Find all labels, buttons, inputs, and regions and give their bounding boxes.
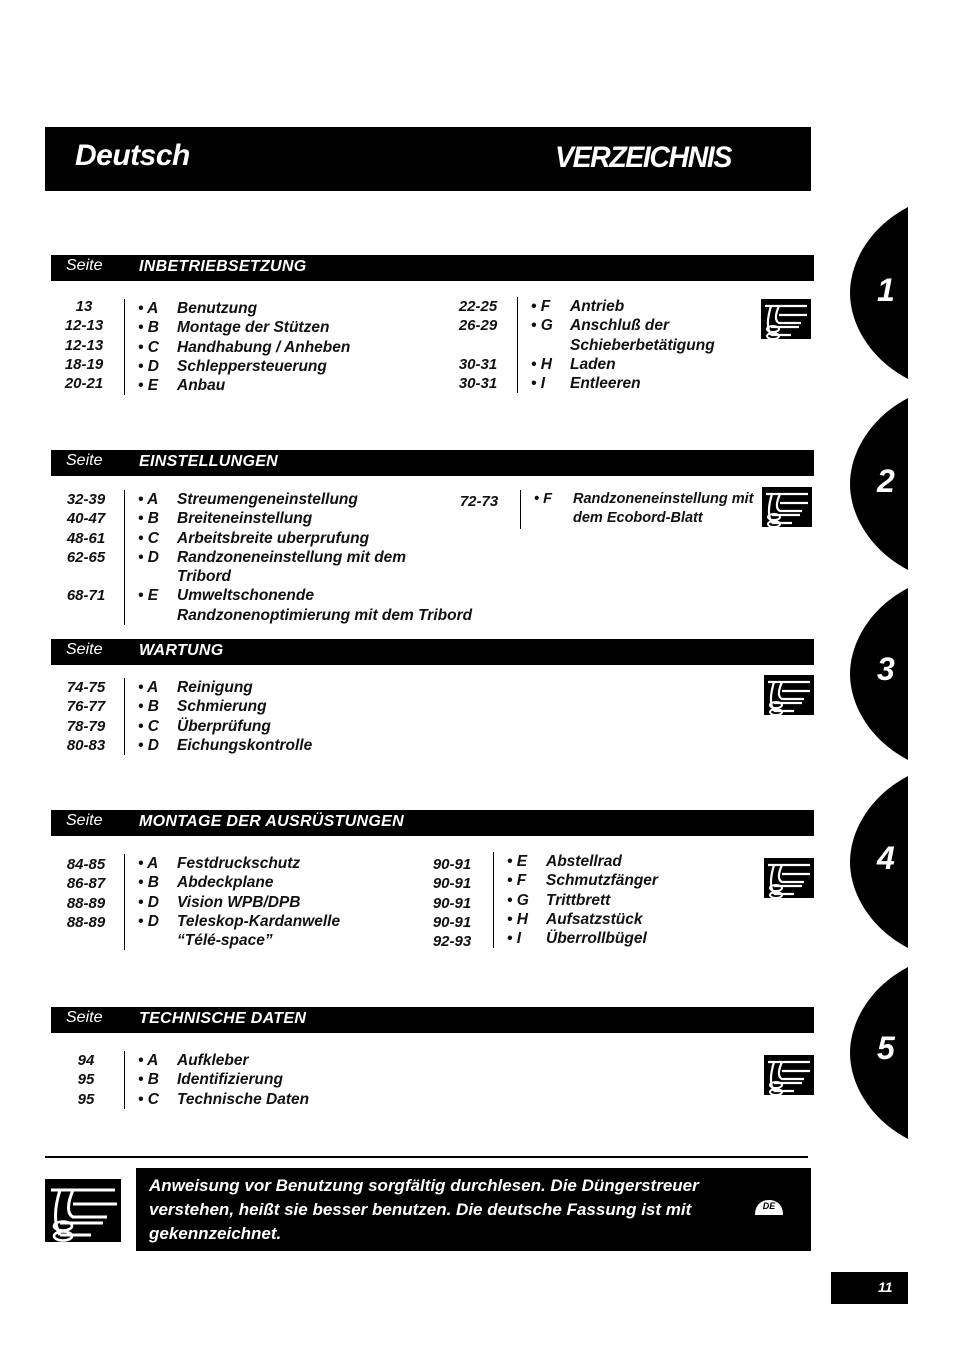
section-header	[51, 450, 814, 476]
page-ref: 32-39	[66, 491, 106, 508]
seite-label: Seite	[66, 257, 103, 274]
page-column	[51, 678, 121, 755]
chapter-tab-number: 2	[877, 463, 895, 499]
page-ref: 40-47	[66, 510, 106, 528]
list-item[interactable]: • E Abstellrad	[507, 853, 622, 870]
page-column	[445, 297, 511, 393]
list-item[interactable]: • E Anbau	[138, 377, 226, 395]
list-item[interactable]: • B Identifizierung	[138, 1071, 283, 1089]
page-ref: 72-73	[459, 493, 499, 510]
list-item[interactable]: • D Eichungskontrolle	[138, 736, 313, 754]
list-item[interactable]: • E Umweltschonende Randzonenoptimierung mit dem Tribord	[138, 587, 473, 624]
page-column	[419, 855, 485, 951]
page-ref: 18-19	[64, 355, 104, 373]
chapter-tab-number: 3	[877, 651, 895, 687]
list-item[interactable]: • C Arbeitsbreite uberprufung	[138, 529, 370, 547]
divider	[45, 1156, 808, 1158]
page-column	[51, 490, 121, 606]
list-item[interactable]: • D Randzoneneinstellung mit dem Tribord	[138, 548, 407, 586]
page-ref: 12-13	[64, 336, 104, 354]
notice-box	[136, 1168, 811, 1251]
page-ref: 90-91	[432, 894, 472, 912]
page-ref: 62-65	[66, 548, 106, 566]
list-item[interactable]: • D Vision WPB/DPB	[138, 893, 301, 911]
page-ref: 76-77	[66, 698, 106, 716]
page-ref: 84-85	[66, 856, 106, 873]
notice-text: Anweisung vor Benutzung sorgfältig durchlesen. Die Düngerstreuer verstehen, heißt sie besser benutzen. Die deutsche Fassung ist mit gekennzeichnet.	[149, 1176, 699, 1243]
de-badge	[753, 1199, 785, 1216]
section-title: INBETRIEBSETZUNG	[139, 258, 307, 275]
page-column	[51, 297, 117, 393]
list-item[interactable]: • B Breiteneinstellung	[138, 510, 313, 528]
chapter-tab-number: 4	[877, 840, 895, 876]
list-item[interactable]: • D Schleppersteuerung	[138, 357, 327, 375]
page-ref: 88-89	[66, 894, 106, 912]
chapter-tab-number: 5	[877, 1030, 895, 1066]
section-header	[51, 639, 814, 665]
section-einstellungen	[51, 450, 814, 624]
list-item[interactable]: • H Laden	[531, 355, 616, 373]
manual-reference-icon	[761, 299, 811, 339]
section-title: TECHNISCHE DATEN	[139, 1010, 307, 1027]
section-header	[51, 810, 814, 836]
page-ref: 92-93	[432, 933, 472, 951]
list-item[interactable]: • C Überprüfung	[138, 717, 271, 735]
list-item[interactable]: • I Überrollbügel	[507, 930, 647, 948]
list-item[interactable]: • C Technische Daten	[138, 1090, 310, 1108]
title-bar	[45, 127, 811, 191]
item-list	[124, 854, 428, 950]
page-ref: 78-79	[66, 717, 106, 735]
page-ref: 68-71	[66, 587, 106, 605]
page-ref: 88-89	[66, 913, 106, 931]
item-list	[493, 852, 737, 948]
page-ref: 74-75	[66, 679, 106, 696]
list-item[interactable]: • F Schmutzfänger	[507, 872, 658, 890]
list-item[interactable]: • H Aufsatzstück	[507, 910, 643, 928]
manual-reference-icon	[764, 675, 814, 715]
manual-reference-icon	[762, 487, 812, 527]
section-header	[51, 1007, 814, 1033]
manual-reference-icon	[45, 1179, 121, 1242]
item-list	[520, 490, 764, 529]
page-ref: 13	[75, 298, 93, 315]
seite-label: Seite	[66, 1009, 103, 1026]
list-item[interactable]: • B Montage der Stützen	[138, 319, 330, 337]
list-item[interactable]: • F Randzoneneinstellung mit dem Ecobord-Blatt	[534, 491, 754, 527]
item-list	[124, 1051, 438, 1109]
list-item[interactable]: • B Schmierung	[138, 698, 267, 716]
section-title: WARTUNG	[139, 642, 224, 659]
list-item[interactable]: • I Entleeren	[531, 375, 641, 393]
chapter-tab-number: 1	[877, 272, 895, 308]
list-item[interactable]: • A Benutzung	[138, 300, 258, 317]
page-ref: 12-13	[64, 317, 104, 335]
list-item[interactable]: • A Aufkleber	[138, 1052, 249, 1069]
manual-reference-icon	[764, 858, 814, 898]
page-ref: 95	[77, 1071, 95, 1089]
page-ref: 22-25	[458, 298, 498, 315]
page-number: 11	[878, 1279, 893, 1295]
list-item[interactable]: • D Teleskop-Kardanwelle “Télé-space”	[138, 912, 341, 950]
page-ref: 20-21	[64, 375, 104, 393]
item-list	[517, 297, 761, 393]
list-item[interactable]: • C Handhabung / Anheben	[138, 338, 351, 356]
page-ref: 30-31	[458, 375, 498, 393]
page-ref: 90-91	[432, 875, 472, 893]
page-ref: 48-61	[66, 529, 106, 547]
section-header	[51, 255, 814, 281]
page-ref: 26-29	[458, 317, 498, 335]
page-title: VERZEICHNIS	[555, 141, 731, 174]
section-title: EINSTELLUNGEN	[139, 453, 279, 470]
list-item[interactable]: • G Anschluß der Schieberbetätigung	[531, 317, 715, 354]
item-list	[124, 299, 438, 395]
page-ref: 80-83	[66, 736, 106, 754]
section-technische-daten	[51, 1007, 814, 1108]
de-badge-label: DE	[762, 1201, 776, 1211]
seite-label: Seite	[66, 812, 103, 829]
section-inbetriebsetzung	[51, 255, 814, 395]
page-column	[51, 1051, 121, 1109]
list-item[interactable]: • B Abdeckplane	[138, 874, 274, 892]
page-number-box	[831, 1272, 908, 1304]
list-item[interactable]: • F Antrieb	[531, 298, 625, 315]
page-ref: 90-91	[432, 913, 472, 931]
page-ref: 90-91	[432, 856, 472, 873]
manual-reference-icon	[764, 1055, 814, 1095]
list-item[interactable]: • A Reinigung	[138, 679, 253, 696]
section-wartung	[51, 639, 814, 754]
list-item[interactable]: • A Streumengeneinstellung	[138, 491, 358, 508]
page-ref: 86-87	[66, 875, 106, 893]
seite-label: Seite	[66, 452, 103, 469]
page-column	[446, 492, 512, 511]
list-item[interactable]: • A Festdruckschutz	[138, 855, 301, 872]
page-column	[51, 855, 121, 932]
page-ref: 95	[77, 1090, 95, 1108]
item-list	[124, 678, 438, 755]
section-montage	[51, 810, 814, 951]
seite-label: Seite	[66, 641, 103, 658]
list-item[interactable]: • G Trittbrett	[507, 891, 611, 909]
section-title: MONTAGE DER AUSRÜSTUNGEN	[139, 813, 404, 830]
page-ref: 30-31	[458, 355, 498, 373]
page-ref: 94	[77, 1052, 95, 1069]
language-title: Deutsch	[75, 139, 190, 172]
